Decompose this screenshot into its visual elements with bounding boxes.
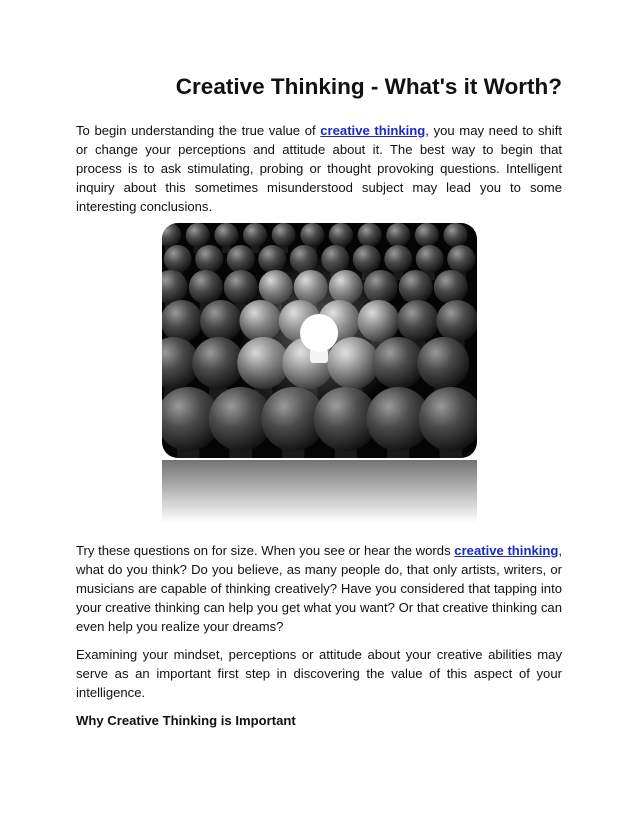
intro-text-start: To begin understanding the true value of — [76, 123, 321, 138]
light-bulbs-illustration — [162, 223, 477, 523]
creative-thinking-link-1[interactable]: creative thinking — [320, 123, 426, 138]
questions-paragraph — [76, 541, 562, 636]
creative-thinking-link-2[interactable]: creative thinking — [454, 543, 559, 558]
intro-paragraph — [76, 121, 562, 216]
intro-text-end: , you may need to shift or change your perceptions and attitude about it. The best way to begin that process is to ask stimulating, probing or thought provoking questions. Intelligent inquiry about this sometimes misunderstood subject may lead you to some interesting conclusions. — [76, 123, 562, 214]
questions-text-start: Try these questions on for size. When you see or hear the words — [76, 543, 455, 558]
mindset-paragraph: Examining your mindset, perceptions or attitude about your creative abilities may serve as an important first step in discovering the value of this aspect of your intelligence. — [76, 647, 562, 700]
questions-text-end: , what do you think? Do you believe, as many people do, that only artists, writers, or musicians are capable of thinking creatively? Have you considered that tapping into your creative thinking can help you get what you want? Or that creative thinking can even help you realize your dreams? — [76, 543, 562, 634]
photo-reflection — [162, 460, 477, 523]
section-heading: Why Creative Thinking is Important — [76, 713, 296, 728]
page-title: Creative Thinking - What's it Worth? — [175, 74, 562, 99]
light-bulbs-image — [162, 223, 477, 523]
